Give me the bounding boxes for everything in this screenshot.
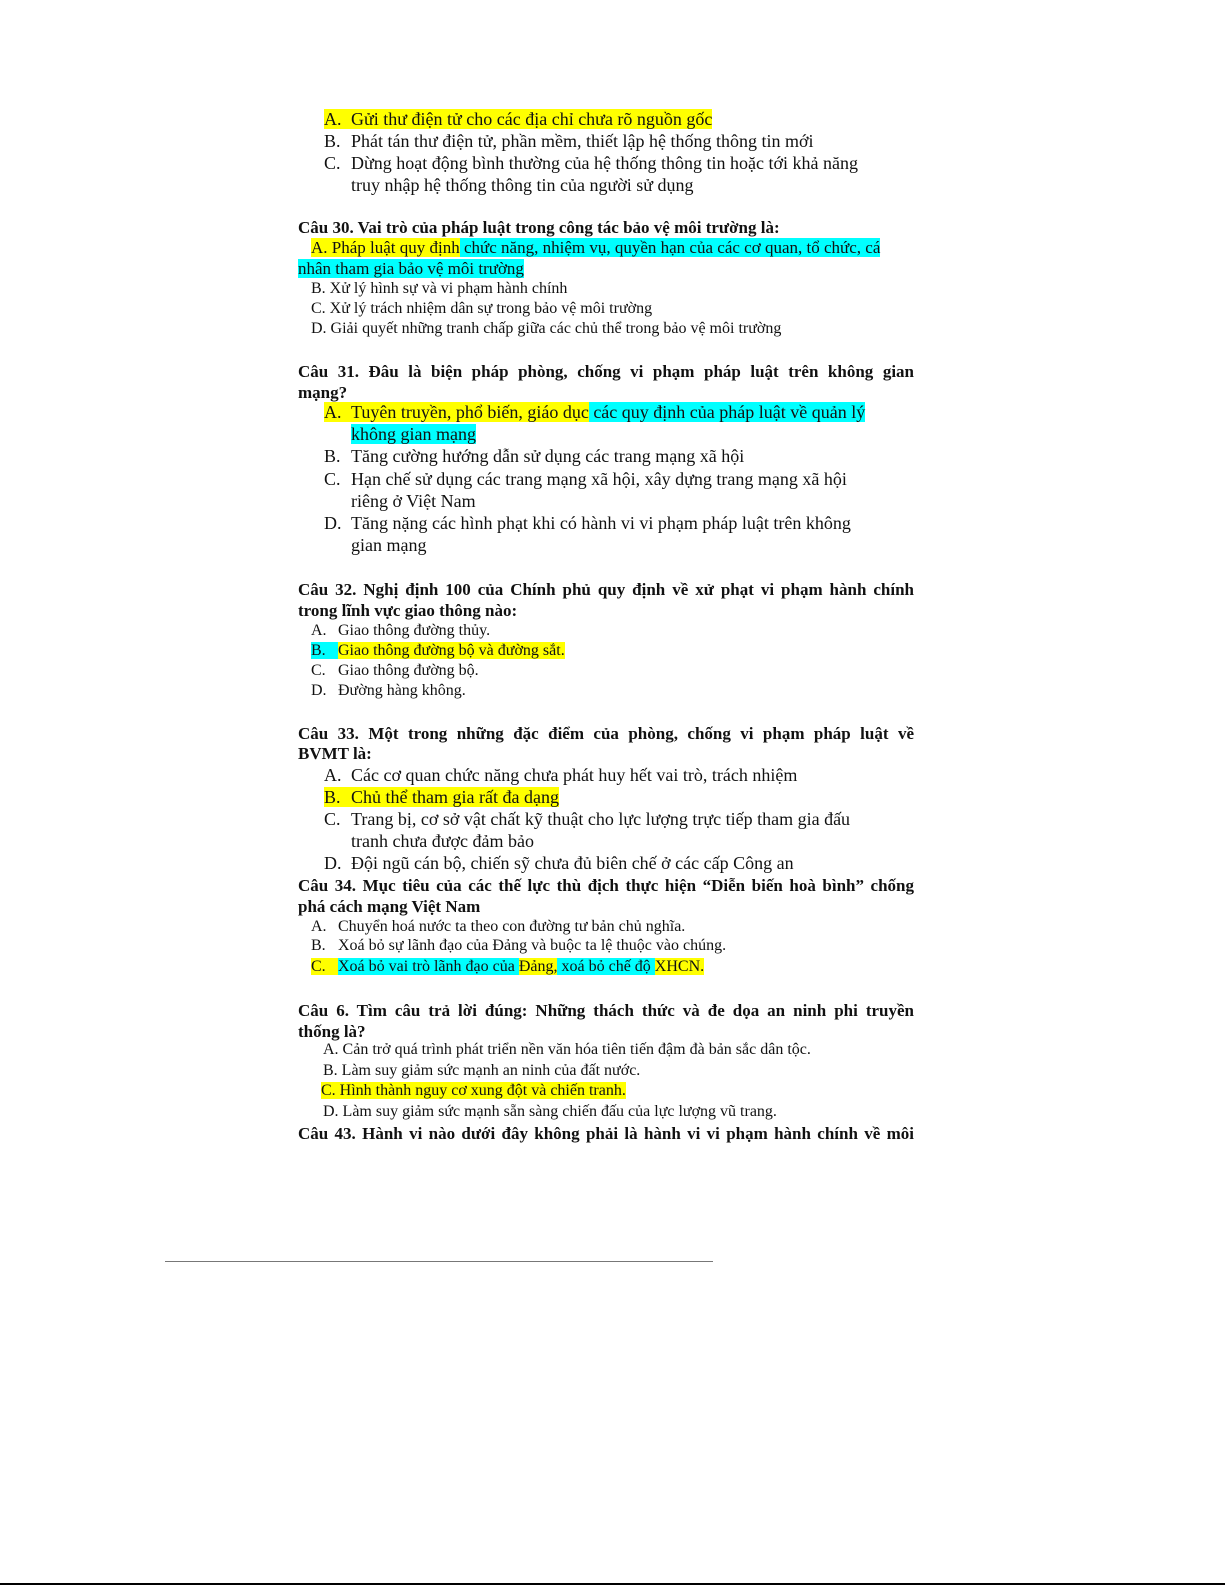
option-text: Các cơ quan chức năng chưa phát huy hết vai trò, trách nhiệm	[351, 765, 798, 785]
option-label: A.	[324, 402, 342, 422]
option-text: Giao thông đường thủy.	[338, 622, 491, 639]
q30-option-d: D. Giải quyết những tranh chấp giữa các chủ thể trong bảo vệ môi trường	[311, 320, 782, 337]
option-label: C.	[311, 662, 326, 679]
option-text: Đường hàng không.	[338, 682, 466, 699]
q34-option-c	[311, 958, 704, 976]
q31-question: Câu 31. Đâu là biện pháp phòng, chống vi phạm pháp luật trên không gian	[298, 362, 914, 381]
option-text-highlight: Chủ thể tham gia	[351, 787, 475, 807]
option-label: C.	[324, 809, 341, 829]
option-text: Tăng cường hướng dẫn sử dụng các trang mạng xã hội	[351, 446, 745, 466]
option-label: C.	[324, 153, 341, 173]
option-text: nhân tham gia bảo vệ môi trường	[298, 259, 524, 278]
option-text: Dừng hoạt động bình thường của hệ thống thông tin hoặc tới khả năng	[351, 153, 858, 173]
option-text-highlight: Pháp luật quy định	[331, 238, 460, 257]
q29-option-b	[324, 131, 813, 152]
q33-option-c	[324, 809, 850, 830]
q33-option-d	[324, 853, 794, 874]
q32-option-c	[311, 662, 479, 680]
option-label: B.	[324, 446, 341, 466]
q6-option-a: A. Cản trở quá trình phát triển nền văn hóa tiên tiến đậm đà bản sắc dân tộc.	[323, 1041, 811, 1058]
q32-option-a	[311, 622, 490, 640]
option-label: B.	[324, 787, 341, 807]
q30-option-a-cont	[298, 259, 524, 279]
option-label: A.	[311, 918, 327, 935]
q43-question: Câu 43. Hành vi nào dưới đây không phải là hành vi vi phạm hành chính về môi	[298, 1124, 914, 1143]
option-text: Xoá bỏ vai trò lãnh đạo của	[338, 958, 519, 975]
q29-option-c	[324, 153, 858, 174]
option-text: Xoá bỏ sự lãnh đạo của Đảng và buộc ta lệ thuộc vào chúng.	[338, 937, 727, 954]
q30-option-a	[311, 238, 880, 258]
q30-option-b: B. Xử lý hình sự và vi phạm hành chính	[311, 280, 568, 297]
q33-option-a	[324, 765, 797, 786]
q33-question-cont: BVMT là:	[298, 744, 372, 763]
option-text: C. Hình thành nguy cơ xung đột và chiến tranh.	[321, 1082, 626, 1099]
q32-option-d	[311, 682, 466, 700]
option-text-highlight: XHCN.	[654, 958, 705, 975]
q33-option-b	[324, 787, 559, 808]
q31-option-c-cont: riêng ở Việt Nam	[351, 491, 476, 511]
q6-option-d: D. Làm suy giảm sức mạnh sẵn sàng chiến đấu của lực lượng vũ trang.	[323, 1103, 777, 1120]
q6-option-c	[321, 1082, 626, 1100]
q33-question: Câu 33. Một trong những đặc điểm của phòng, chống vi phạm pháp luật về	[298, 724, 914, 743]
option-label: C.	[324, 469, 341, 489]
option-text: Trang bị, cơ sở vật chất kỹ thuật cho lực lượng trực tiếp tham gia đấu	[351, 809, 851, 829]
option-text-highlight: Đảng,	[518, 958, 558, 975]
option-text: Chuyển hoá nước ta theo con đường tư bản chủ nghĩa.	[338, 918, 686, 935]
option-text: Tăng nặng các hình phạt khi có hành vi vi phạm pháp luật trên không	[351, 513, 851, 533]
option-label: D.	[324, 513, 342, 533]
option-text: chức năng, nhiệm vụ, quyền hạn của các cơ quan, tổ chức, cá	[459, 238, 881, 257]
option-text: Gửi thư điện tử cho các địa chỉ chưa rõ nguồn gốc	[351, 109, 713, 129]
option-text: Giao thông đường bộ và đường sắt.	[338, 642, 565, 659]
option-label: A.	[311, 622, 327, 639]
option-text: Hạn chế sử dụng các trang mạng xã hội, xây dựng trang mạng xã hội	[351, 469, 847, 489]
q34-option-a	[311, 918, 685, 936]
option-label: C.	[311, 958, 326, 975]
q33-option-c-cont: tranh chưa được đảm bảo	[351, 831, 534, 851]
q34-question: Câu 34. Mục tiêu của các thế lực thù địch thực hiện “Diễn biến hoà bình” chống	[298, 876, 914, 895]
option-label: B.	[311, 642, 326, 659]
option-label: B.	[324, 131, 341, 151]
q31-option-b	[324, 446, 744, 467]
q30-option-c: C. Xử lý trách nhiệm dân sự trong bảo vệ môi trường	[311, 300, 653, 317]
option-label: D.	[311, 682, 327, 699]
q6-question-cont: thống là?	[298, 1022, 366, 1041]
q34-question-cont: phá cách mạng Việt Nam	[298, 897, 481, 916]
q29-option-c-cont: truy nhập hệ thống thông tin của người sử dụng	[351, 175, 694, 195]
option-text: Giao thông đường bộ.	[338, 662, 479, 679]
option-text: Đội ngũ cán bộ, chiến sỹ chưa đủ biên chế ở các cấp Công an	[351, 853, 794, 873]
option-label: B.	[311, 937, 326, 954]
option-text-highlight: Tuyên truyền, phổ biến, giáo dục	[351, 402, 589, 422]
q31-option-a-cont	[351, 424, 476, 445]
q32-option-b	[311, 642, 565, 660]
option-text: xoá bỏ chế độ	[557, 958, 655, 975]
option-label: D.	[324, 853, 342, 873]
q30-question: Câu 30. Vai trò của pháp luật trong công tác bảo vệ môi trường là:	[298, 218, 780, 237]
option-text: các quy định của pháp luật về quản lý	[588, 402, 866, 422]
q29-option-a	[324, 109, 712, 130]
q31-option-d	[324, 513, 851, 534]
q31-option-c	[324, 469, 847, 490]
option-text: Phát tán thư điện tử, phần mềm, thiết lập hệ thống thông tin mới	[351, 131, 814, 151]
option-text: không gian mạng	[351, 424, 476, 444]
q34-option-b	[311, 937, 726, 955]
q31-option-a	[324, 402, 865, 423]
option-text: rất đa dạng	[474, 787, 559, 807]
q32-question: Câu 32. Nghị định 100 của Chính phủ quy định về xử phạt vi phạm hành chính	[298, 580, 914, 599]
option-label: A.	[324, 765, 342, 785]
footnote-rule	[165, 1261, 713, 1262]
q31-option-d-cont: gian mạng	[351, 535, 427, 555]
q32-question-cont: trong lĩnh vực giao thông nào:	[298, 601, 518, 620]
q6-question: Câu 6. Tìm câu trả lời đúng: Những thách thức và đe dọa an ninh phi truyền	[298, 1001, 914, 1020]
option-label: A.	[324, 109, 342, 129]
q6-option-b: B. Làm suy giảm sức mạnh an ninh của đất nước.	[323, 1062, 641, 1079]
q31-question-cont: mạng?	[298, 383, 348, 402]
option-label: A.	[311, 238, 328, 257]
